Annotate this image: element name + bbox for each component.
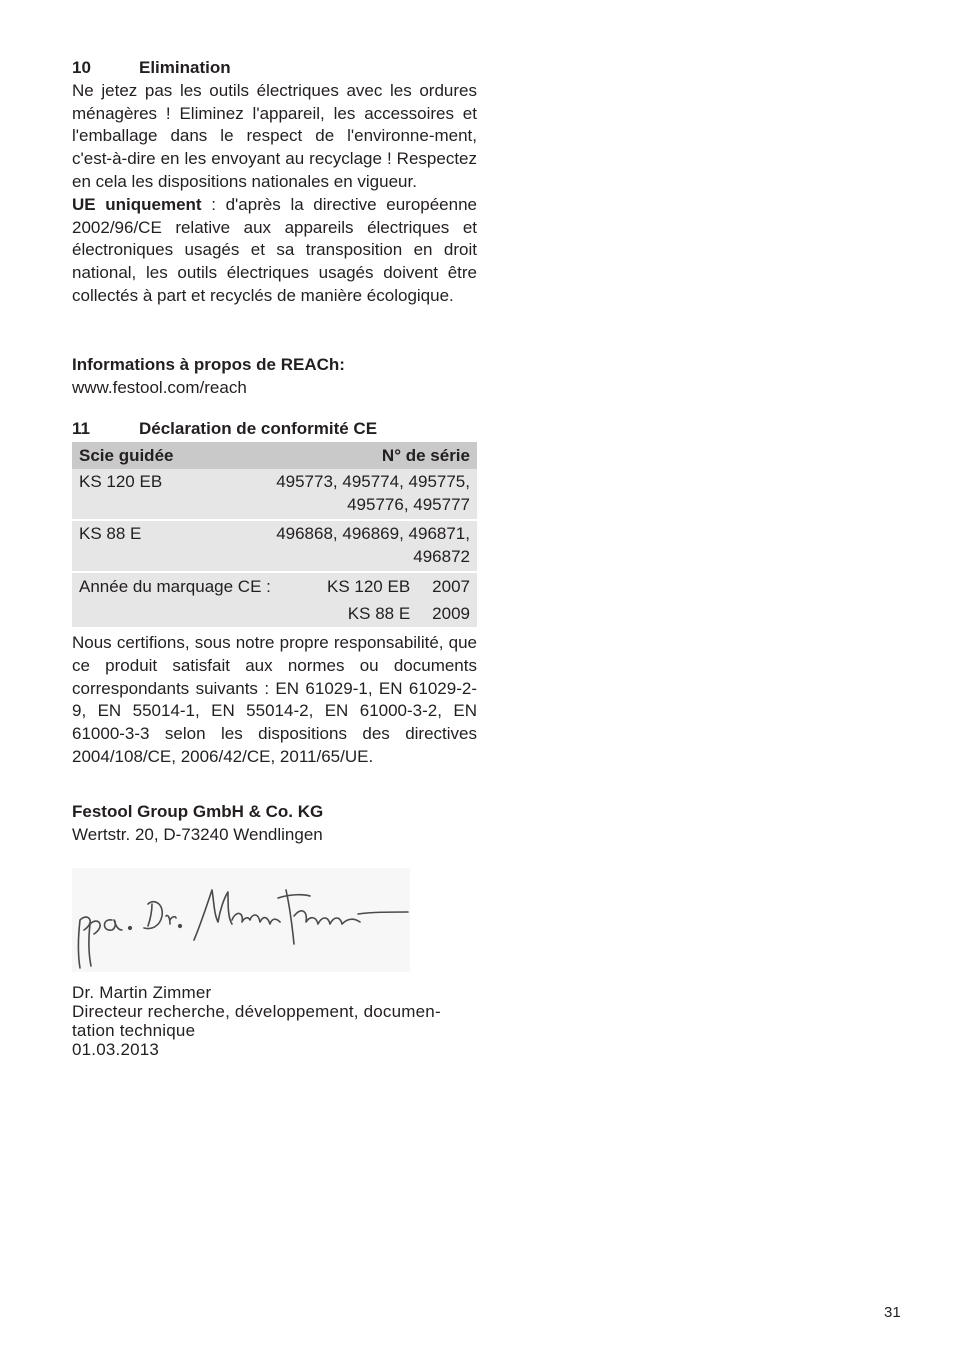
serials-line: 495776, 495777 bbox=[347, 494, 470, 514]
table-header-row bbox=[72, 442, 477, 469]
section-title: Elimination bbox=[139, 58, 231, 77]
year-value: 2009 bbox=[432, 603, 470, 623]
section-number: 11 bbox=[72, 419, 90, 438]
certification-block bbox=[72, 632, 477, 769]
elimination-text: Ne jetez pas les outils électriques avec les ordures ménagères ! Eliminez l'appareil, les accessoires et l'emballage dans le respect de l'environne-ment, c'est-à-dire en les envoyant au recyclage ! Respectez en cela les dispositions nationales en vigueur. bbox=[72, 80, 477, 191]
signer-name: Dr. Martin Zimmer bbox=[72, 983, 212, 1002]
section-title: Déclaration de conformité CE bbox=[139, 419, 378, 438]
year-label: Année du marquage CE : bbox=[79, 576, 271, 596]
column-header-serial: N° de série bbox=[211, 442, 477, 469]
model-cell: KS 120 EB bbox=[72, 469, 211, 519]
page-number: 31 bbox=[884, 1304, 901, 1321]
section-elimination bbox=[72, 57, 477, 308]
conformity-table bbox=[72, 442, 477, 627]
year-cell bbox=[72, 571, 477, 627]
company-address: Wertstr. 20, D-73240 Wendlingen bbox=[72, 824, 323, 844]
section-declaration bbox=[72, 418, 477, 627]
serials-cell bbox=[211, 519, 477, 571]
serials-line: 496872 bbox=[413, 546, 470, 566]
eu-paragraph bbox=[72, 194, 477, 308]
reach-url: www.festool.com/reach bbox=[72, 377, 247, 397]
table-row-years bbox=[72, 571, 477, 627]
signature-scribble bbox=[72, 868, 410, 972]
year-row bbox=[79, 602, 470, 625]
certification-text: Nous certifions, sous notre propre responsabilité, que ce produit satisfait aux normes ou documents correspondants suivants : EN 61029-1, EN 61029-2-9, EN 55014-1, EN 55014-2, EN 61000-3-2, EN 61000-3-3 selon les dispositions des directives 2004/108/CE, 2006/42/CE, 2011/65/UE. bbox=[72, 633, 477, 766]
year-model: KS 120 EB bbox=[327, 576, 411, 596]
signature-image bbox=[72, 868, 410, 972]
reach-info bbox=[72, 354, 477, 400]
section-number: 10 bbox=[72, 58, 91, 77]
year-value: 2007 bbox=[432, 576, 470, 596]
section-heading bbox=[72, 57, 477, 80]
signer-role: tation technique bbox=[72, 1021, 196, 1040]
company-name: Festool Group GmbH & Co. KG bbox=[72, 802, 324, 821]
serials-line: 496868, 496869, 496871, bbox=[276, 523, 470, 543]
eu-text: : d'après la directive européenne 2002/96/CE relative aux appareils électriques et électroniques usagés et sa transposition en droit national, les outils électriques usagés doivent être collectés à part et recyclés de manière écologique. bbox=[72, 194, 478, 305]
reach-title: Informations à propos de REACh: bbox=[72, 355, 345, 374]
company-block bbox=[72, 801, 477, 847]
serials-line: 495773, 495774, 495775, bbox=[276, 471, 470, 491]
eu-label: UE uniquement bbox=[72, 194, 202, 214]
table-row bbox=[72, 469, 477, 519]
year-model: KS 88 E bbox=[347, 603, 411, 623]
serials-cell bbox=[211, 469, 477, 519]
section-heading bbox=[72, 418, 477, 441]
signer-role: Directeur recherche, développement, documen- bbox=[72, 1002, 441, 1021]
signing-date: 01.03.2013 bbox=[72, 1040, 160, 1059]
year-row bbox=[79, 575, 470, 598]
column-header-model: Scie guidée bbox=[72, 442, 211, 469]
signer-block bbox=[72, 983, 477, 1059]
table-row bbox=[72, 519, 477, 571]
model-cell: KS 88 E bbox=[72, 519, 211, 571]
